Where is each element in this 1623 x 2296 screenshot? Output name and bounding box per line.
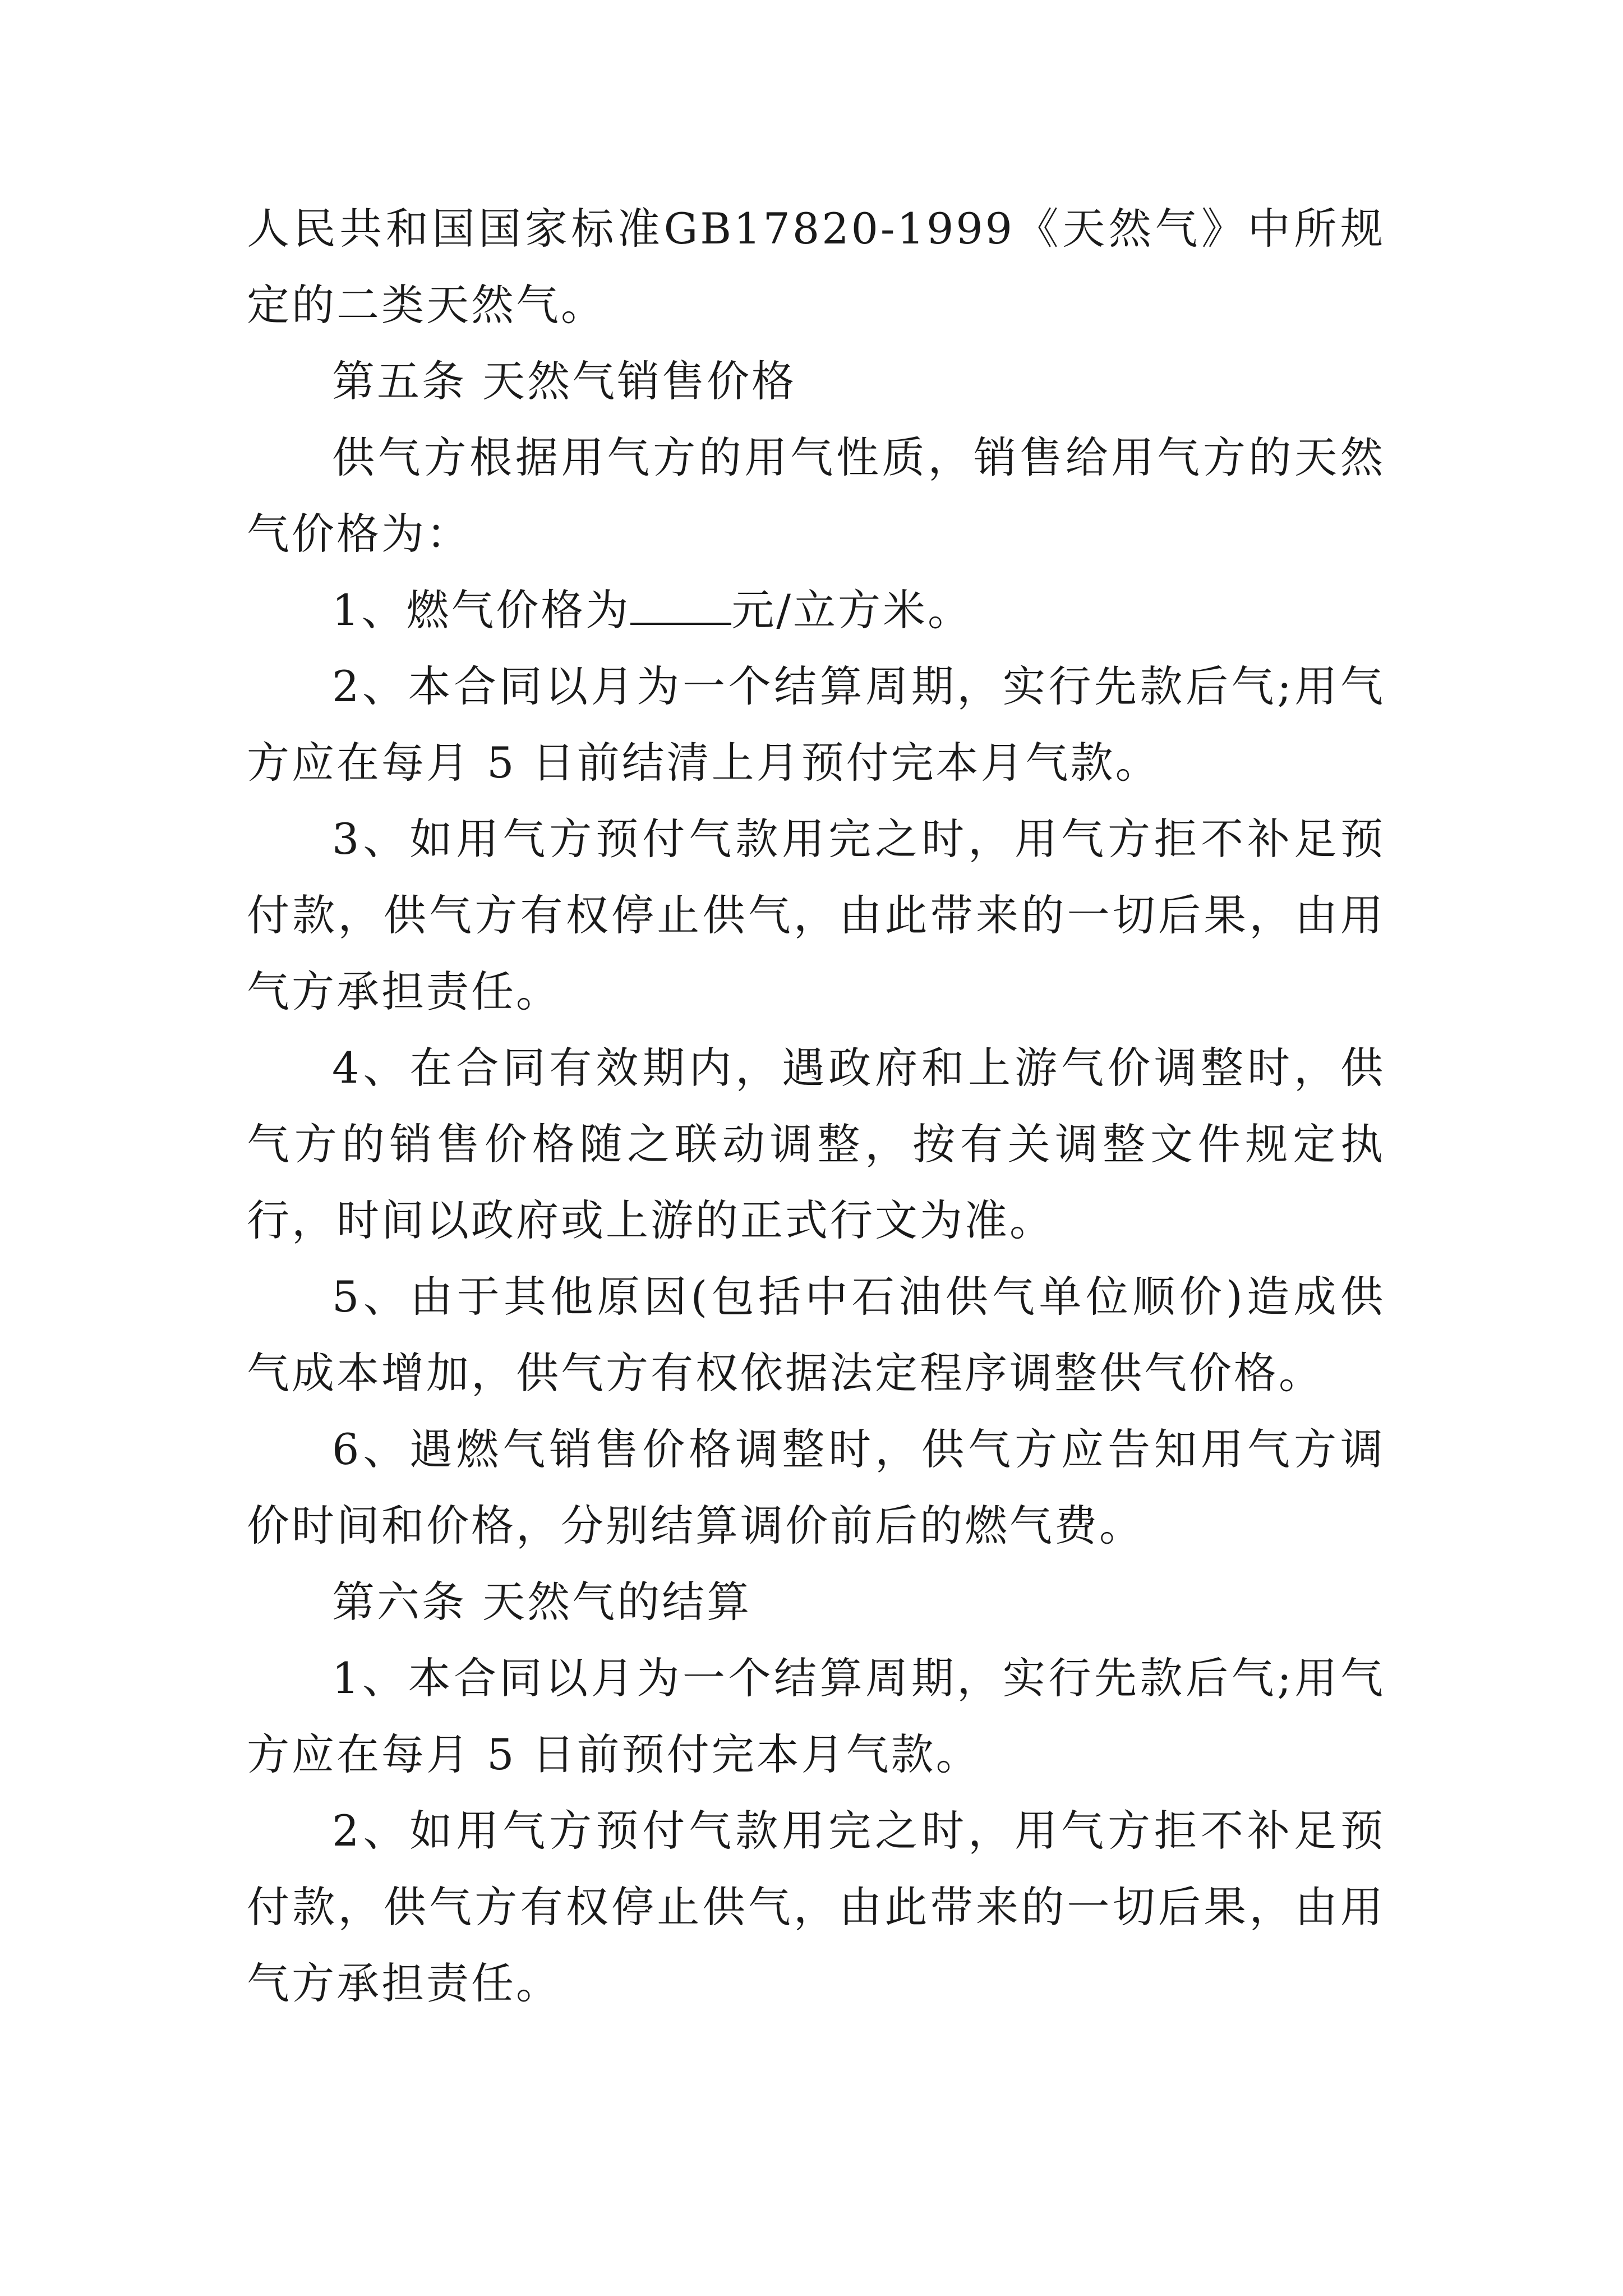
price-unit-text: 元/立方米。 (731, 585, 972, 635)
price-blank-field (630, 589, 731, 625)
paragraph-settlement-item-1: 1、本合同以月为一个结算周期，实行先款后气;用气方应在每月 5 日前预付完本月气款。 (247, 1653, 1385, 1779)
paragraph-price-item-4: 4、在合同有效期内，遇政府和上游气价调整时，供气方的销售价格随之联动调整，按有关调整文件规定执行，时间以政府或上游的正式行文为准。 (247, 1043, 1385, 1245)
paragraph-price-item-6: 6、遇燃气销售价格调整时，供气方应告知用气方调价时间和价格，分别结算调价前后的燃气费。 (247, 1424, 1385, 1550)
paragraph-price-item-3: 3、如用气方预付气款用完之时，用气方拒不补足预付款，供气方有权停止供气，由此带来的一切后果，由用气方承担责任。 (247, 814, 1385, 1016)
paragraph-price-intro: 供气方根据用气方的用气性质，销售给用气方的天然气价格为： (247, 432, 1385, 559)
document-body (247, 191, 1385, 2022)
paragraph-settlement-item-2: 2、如用气方预付气款用完之时，用气方拒不补足预付款，供气方有权停止供气，由此带来的一切后果，由用气方承担责任。 (247, 1806, 1385, 2008)
paragraph-standard-continuation: 人民共和国国家标准GB17820-1999《天然气》中所规定的二类天然气。 (247, 204, 1385, 330)
price-item-1-text: 1、燃气价格为 (332, 585, 631, 635)
section-heading-article-6: 第六条 天然气的结算 (332, 1577, 752, 1627)
paragraph-price-item-2: 2、本合同以月为一个结算周期，实行先款后气;用气方应在每月 5 日前结清上月预付完本月气款。 (247, 661, 1385, 788)
paragraph-price-item-5: 5、由于其他原因(包括中石油供气单位顺价)造成供气成本增加，供气方有权依据法定程序调整供气价格。 (247, 1272, 1385, 1398)
paragraph-price-item-1 (247, 572, 1385, 648)
section-heading-article-5: 第五条 天然气销售价格 (332, 356, 797, 406)
